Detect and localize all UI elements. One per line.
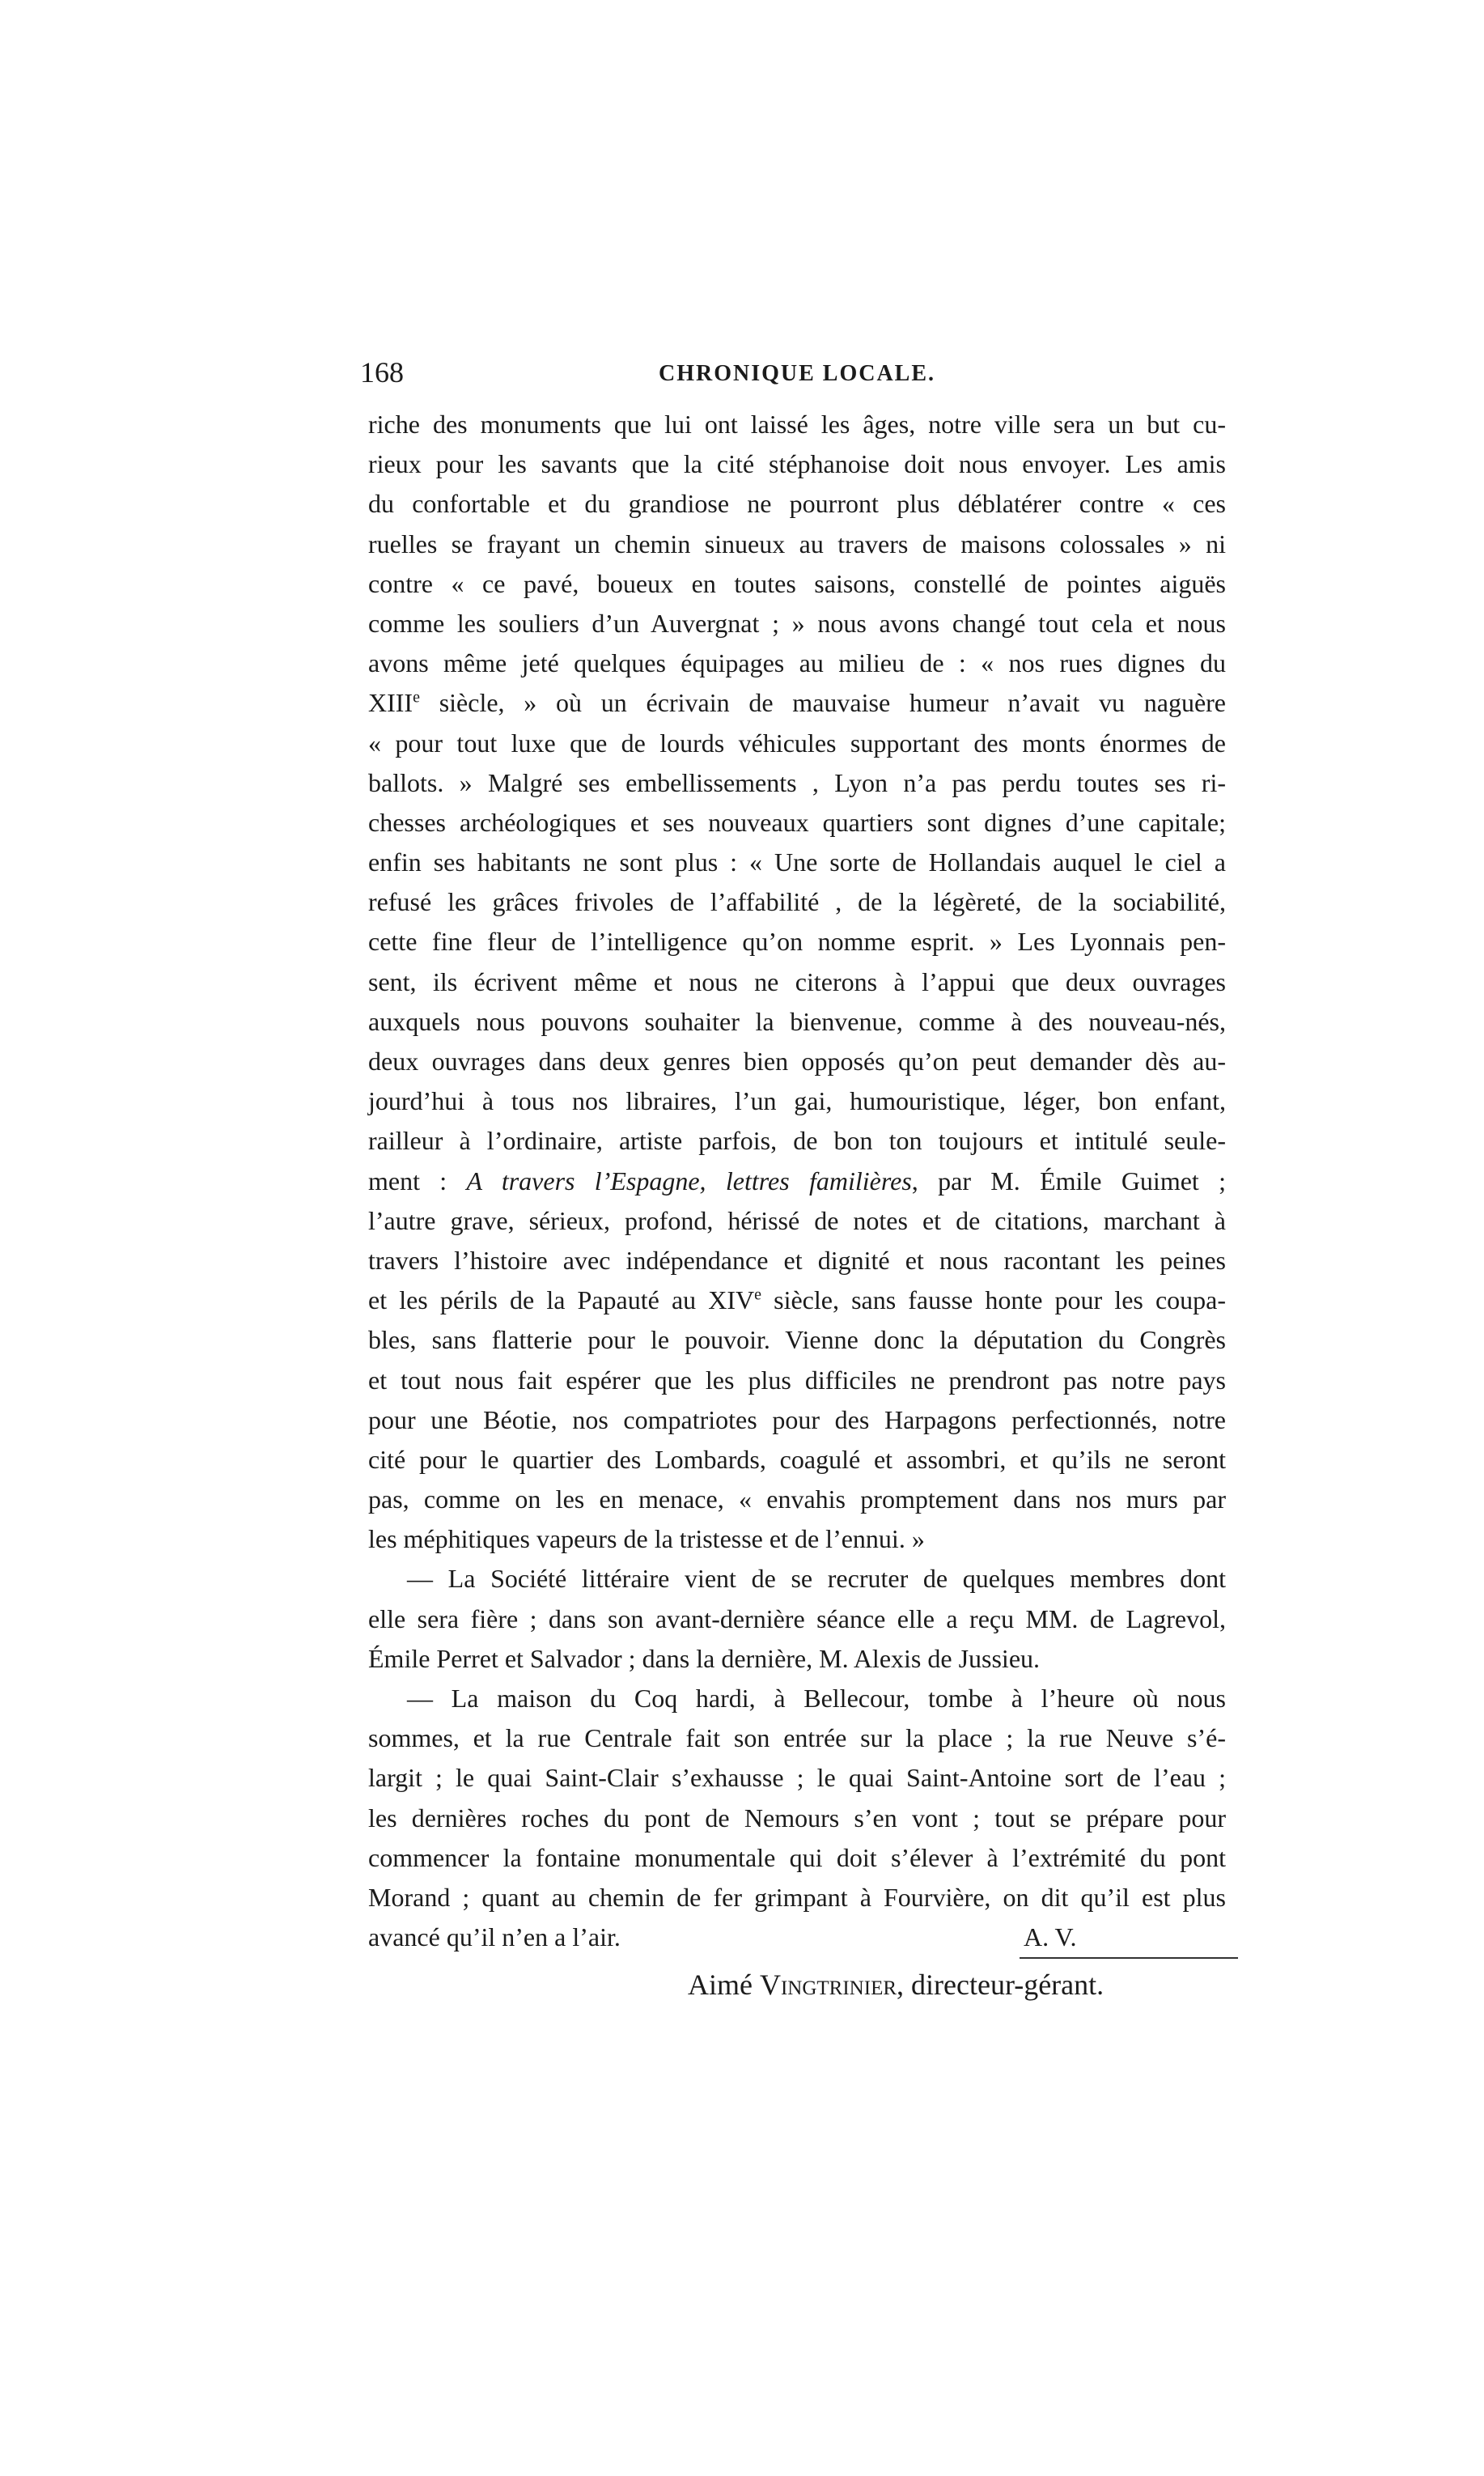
text-segment: et les périls de la Papauté au XIV bbox=[368, 1285, 755, 1315]
text-line-with-title bbox=[368, 1162, 1226, 1201]
page-header bbox=[360, 356, 1234, 389]
superscript: e bbox=[413, 688, 420, 707]
text-line: du confortable et du grandiose ne pourront plus déblatérer contre « ces bbox=[368, 489, 1226, 519]
text-line: l’autre grave, sérieux, profond, hérissé de notes et de citations, marchant à bbox=[368, 1205, 1226, 1235]
signature-rule bbox=[1020, 1957, 1238, 1959]
text-line: largit ; le quai Saint-Clair s’exhausse ; le quai Saint-Antoine sort de l’eau ; bbox=[368, 1763, 1226, 1793]
signature-role: , directeur-gérant. bbox=[897, 1968, 1105, 2001]
text-line: auxquels nous pouvons souhaiter la bienvenue, comme à des nouveau-nés, bbox=[368, 1006, 1226, 1036]
book-title: A travers l’Espagne, lettres familières bbox=[466, 1166, 912, 1196]
text-line: ballots. » Malgré ses embellissements , Lyon n’a pas perdu toutes ses ri- bbox=[368, 767, 1226, 797]
text-line: rieux pour les savants que la cité stéphanoise doit nous envoyer. Les amis bbox=[368, 449, 1226, 479]
text-line: riche des monuments que lui ont laissé les âges, notre ville sera un but cu- bbox=[368, 410, 1226, 439]
text-line: railleur à l’ordinaire, artiste parfois, de bon ton toujours et intitulé seule- bbox=[368, 1126, 1226, 1156]
superscript: e bbox=[754, 1285, 762, 1304]
text-line: avons même jeté quelques équipages au milieu de : « nos rues dignes du bbox=[368, 648, 1226, 678]
text-line: — La Société littéraire vient de se recruter de quelques membres dont bbox=[407, 1564, 1226, 1594]
text-line: cité pour le quartier des Lombards, coagulé et assombri, et qu’ils ne seront bbox=[368, 1444, 1226, 1474]
signature bbox=[688, 1967, 1104, 2002]
text-line-with-superscript bbox=[368, 683, 1226, 723]
text-line: Émile Perret et Salvador ; dans la dernière, M. Alexis de Jussieu. bbox=[368, 1643, 1041, 1673]
page-number: 168 bbox=[360, 356, 404, 389]
text-segment: , par M. Émile Guimet ; bbox=[911, 1166, 1227, 1196]
text-line: bles, sans flatterie pour le pouvoir. Vienne donc la députation du Congrès bbox=[368, 1325, 1226, 1355]
text-line: jourd’hui à tous nos libraires, l’un gai, humouristique, léger, bon enfant, bbox=[368, 1086, 1226, 1116]
text-line: les dernières roches du pont de Nemours s’en vont ; tout se prépare pour bbox=[368, 1803, 1226, 1833]
running-head: CHRONIQUE LOCALE. bbox=[658, 361, 936, 386]
text-line: — La maison du Coq hardi, à Bellecour, tombe à l’heure où nous bbox=[407, 1684, 1226, 1713]
text-segment: siècle, » où un écrivain de mauvaise humeur n’avait vu naguère bbox=[419, 688, 1226, 718]
text-line: chesses archéologiques et ses nouveaux quartiers sont dignes d’une capitale; bbox=[368, 807, 1226, 837]
text-line: sent, ils écrivent même et nous ne citerons à l’appui que deux ouvrages bbox=[368, 966, 1226, 996]
text-line: sommes, et la rue Centrale fait son entrée sur la place ; la rue Neuve s’é- bbox=[368, 1723, 1226, 1753]
text-line: les méphitiques vapeurs de la tristesse et de l’ennui. » bbox=[368, 1524, 925, 1554]
text-line-signoff bbox=[368, 1918, 1226, 1957]
text-line: refusé les grâces frivoles de l’affabilité , de la légèreté, de la sociabilité, bbox=[368, 887, 1226, 917]
text-line: travers l’histoire avec indépendance et dignité et nous racontant les peines bbox=[368, 1245, 1226, 1275]
text-line: enfin ses habitants ne sont plus : « Une sorte de Hollandais auquel le ciel a bbox=[368, 847, 1226, 877]
text-line: cette fine fleur de l’intelligence qu’on nomme esprit. » Les Lyonnais pen- bbox=[368, 927, 1226, 957]
text-line: et tout nous fait espérer que les plus difficiles ne prendront pas notre pays bbox=[368, 1365, 1226, 1395]
body-text bbox=[368, 405, 1226, 1957]
text-line-with-superscript bbox=[368, 1280, 1226, 1320]
text-line: « pour tout luxe que de lourds véhicules supportant des monts énormes de bbox=[368, 728, 1226, 758]
text-line: comme les souliers d’un Auvergnat ; » nous avons changé tout cela et nous bbox=[368, 608, 1226, 638]
text-segment: avancé qu’il n’en a l’air. bbox=[368, 1922, 621, 1952]
text-segment: siècle, sans fausse honte pour les coupa- bbox=[761, 1285, 1227, 1315]
text-line: commencer la fontaine monumentale qui doit s’élever à l’extrémité du pont bbox=[368, 1842, 1226, 1872]
author-initials: A. V. bbox=[1024, 1922, 1077, 1952]
text-line: Morand ; quant au chemin de fer grimpant à Fourvière, on dit qu’il est plus bbox=[368, 1882, 1226, 1912]
text-line: deux ouvrages dans deux genres bien opposés qu’on peut demander dès au- bbox=[368, 1047, 1226, 1076]
text-line: pas, comme on les en menace, « envahis promptement dans nos murs par bbox=[368, 1484, 1226, 1514]
text-segment: ment : bbox=[368, 1166, 467, 1196]
text-line: pour une Béotie, nos compatriotes pour des Harpagons perfectionnés, notre bbox=[368, 1404, 1226, 1434]
text-line: contre « ce pavé, boueux en toutes saisons, constellé de pointes aiguës bbox=[368, 568, 1226, 598]
text-line: ruelles se frayant un chemin sinueux au travers de maisons colossales » ni bbox=[368, 529, 1226, 558]
signature-first-name: Aimé bbox=[688, 1968, 760, 2001]
signature-surname: Vingtrinier bbox=[759, 1968, 897, 2001]
text-line: elle sera fière ; dans son avant-dernière séance elle a reçu MM. de Lagrevol, bbox=[368, 1603, 1226, 1633]
text-segment: XIII bbox=[368, 688, 413, 718]
